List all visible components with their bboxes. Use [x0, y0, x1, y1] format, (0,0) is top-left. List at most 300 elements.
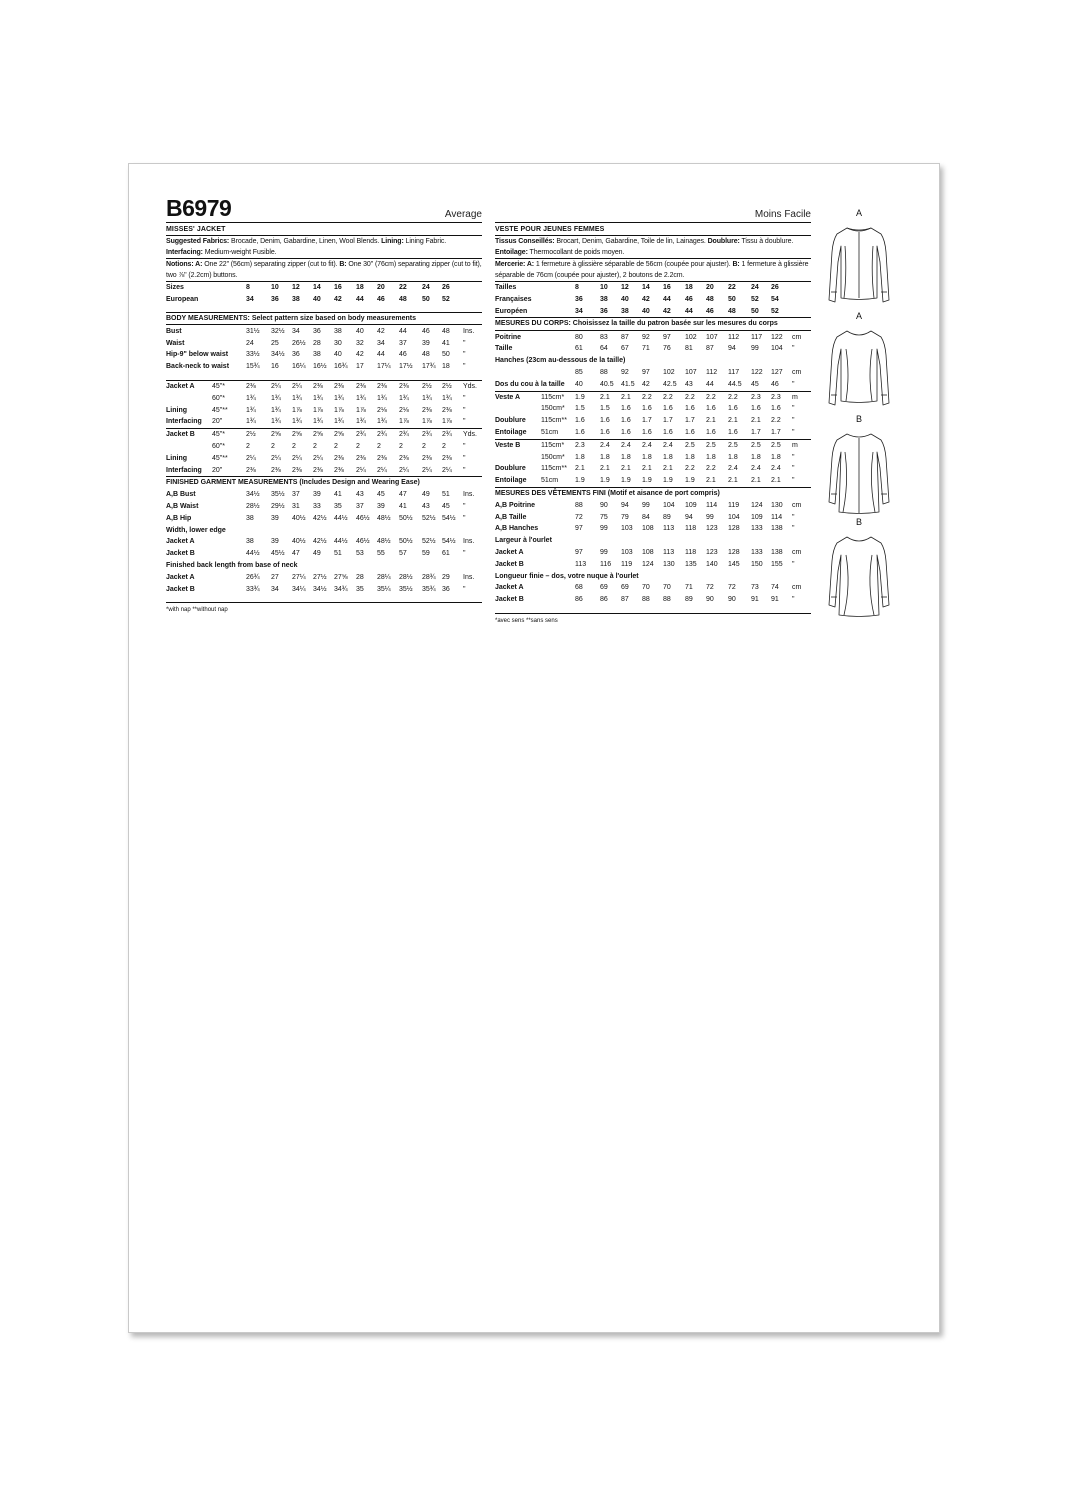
table-cell: 2: [246, 443, 250, 451]
table-cell: 124: [751, 501, 763, 509]
table-cell: 2⅜: [313, 383, 323, 391]
length-table-fr: [495, 582, 811, 606]
table-cell: 34¾: [334, 585, 348, 593]
view-label: A: [855, 208, 862, 218]
table-cell: 48½: [377, 514, 391, 522]
table-cell: 1.7: [751, 429, 761, 437]
table-cell: 33½: [246, 351, 260, 359]
row-label: Entoilage: [495, 429, 527, 437]
table-cell: 123: [706, 525, 718, 533]
table-cell: 50½: [399, 538, 413, 546]
table-cell: 2⅜: [442, 406, 452, 414]
row-unit: Yds.: [463, 383, 478, 391]
table-cell: 46: [706, 307, 714, 315]
row-label: Jacket B: [166, 585, 195, 593]
table-cell: 119: [621, 560, 633, 568]
table-cell: 8: [575, 284, 579, 291]
table-cell: 43: [422, 503, 430, 511]
table-cell: 64: [600, 345, 608, 353]
table-cell: 14: [313, 284, 321, 291]
table-cell: 155: [771, 560, 783, 568]
table-cell: 55: [377, 550, 385, 558]
table-cell: 2: [377, 443, 381, 451]
table-cell: 2½: [442, 383, 452, 391]
table-cell: 38: [334, 327, 342, 335]
finished-measurements-title: FINISHED GARMENT MEASUREMENTS (Includes Design and Wearing Ease): [166, 479, 420, 487]
table-cell: 1.6: [642, 429, 652, 437]
table-cell: 1⅞: [313, 406, 323, 414]
table-cell: 1⅞: [292, 406, 302, 414]
table-cell: 2.4: [600, 441, 610, 449]
table-cell: 2.1: [706, 477, 716, 485]
table-cell: 20: [706, 284, 714, 291]
table-cell: 1.6: [663, 405, 673, 413]
french-column: [495, 198, 811, 624]
body-measurements-title: BODY MEASUREMENTS: Select pattern size based on body measurements: [166, 313, 482, 326]
table-row: [166, 282, 482, 294]
table-cell: 1¾: [334, 418, 344, 426]
table-cell: 17¾: [422, 363, 436, 371]
table-cell: 45: [751, 380, 759, 388]
table-cell: 1.6: [621, 405, 631, 413]
table-cell: 88: [663, 596, 671, 604]
table-row: [495, 582, 811, 594]
header-en: [166, 195, 482, 223]
table-row: [166, 361, 482, 373]
view-thumbnail: [819, 517, 899, 620]
table-cell: 16: [334, 284, 342, 291]
notions-label: Notions: A:: [166, 261, 203, 268]
row-label: Jacket B: [166, 550, 195, 558]
table-cell: 1¾: [271, 418, 281, 426]
view-label: B: [855, 414, 862, 424]
table-cell: 42½: [313, 538, 327, 546]
notions-label-fr: Mercerie: A:: [495, 261, 534, 268]
table-cell: 2: [292, 443, 296, 451]
width-title: Width, lower edge: [166, 526, 226, 534]
size-table: [166, 282, 482, 306]
view-label: A: [855, 311, 862, 321]
difficulty-level: Average: [444, 209, 482, 220]
table-cell: 114: [706, 501, 718, 509]
table-cell: 38: [313, 351, 321, 359]
table-cell: 48: [399, 295, 407, 303]
table-cell: 40: [575, 380, 583, 388]
table-cell: 36: [600, 307, 608, 315]
table-cell: 2.2: [685, 465, 695, 473]
garment-title-fr: VESTE POUR JEUNES FEMMES: [495, 224, 811, 236]
table-cell: 84: [642, 513, 650, 521]
table-cell: 2¼: [377, 466, 387, 474]
table-cell: 2⅜: [422, 454, 432, 462]
table-cell: 43: [356, 491, 364, 499]
table-cell: 29: [442, 573, 450, 581]
table-cell: 50: [728, 295, 736, 303]
header-fr: [495, 198, 811, 223]
table-cell: 2¼: [442, 466, 452, 474]
table-row: [166, 548, 482, 560]
table-cell: 17½: [399, 363, 413, 371]
table-cell: 16½: [313, 363, 327, 371]
table-cell: 22: [728, 284, 736, 291]
view-label: B: [855, 517, 862, 527]
table-cell: 42: [642, 295, 650, 303]
row-width: 45"*: [212, 383, 225, 391]
table-cell: 2.5: [751, 441, 761, 449]
table-cell: 61: [575, 345, 583, 353]
row-unit: ": [463, 418, 466, 426]
length-title-fr: Longueur finie – dos, votre nuque à l'ourlet: [495, 572, 639, 580]
table-cell: 133: [751, 525, 763, 533]
table-cell: 46: [771, 380, 779, 388]
body-measurements-table-fr-2: [495, 367, 811, 391]
table-row: [495, 594, 811, 606]
row-label: Doublure: [495, 417, 526, 425]
table-cell: 2: [313, 443, 317, 451]
table-row: [166, 465, 482, 477]
notions-b-label-fr: B:: [732, 261, 740, 268]
table-cell: 2.4: [751, 465, 761, 473]
row-label: Jacket B: [166, 431, 195, 439]
table-cell: 45: [442, 503, 450, 511]
table-cell: 1.6: [600, 429, 610, 437]
table-cell: 36: [271, 295, 279, 303]
table-cell: 1.8: [706, 453, 716, 461]
row-unit: ": [792, 429, 795, 437]
table-cell: 1.6: [642, 405, 652, 413]
table-cell: 86: [600, 596, 608, 604]
table-cell: 35: [356, 585, 364, 593]
row-unit: Ins.: [463, 538, 475, 546]
row-width: 115cm*: [541, 393, 565, 401]
table-cell: 2.1: [621, 465, 631, 473]
table-cell: 2¾: [422, 431, 432, 439]
table-cell: 1¾: [271, 406, 281, 414]
table-row: [166, 326, 482, 338]
table-cell: 117: [751, 333, 763, 341]
row-unit: ": [463, 394, 466, 402]
row-unit: ": [463, 406, 466, 414]
table-cell: 34½: [246, 491, 260, 499]
yardage-a-table-fr: [495, 392, 811, 439]
table-cell: 34: [377, 339, 385, 347]
table-cell: 44: [399, 327, 407, 335]
table-cell: 92: [642, 333, 650, 341]
table-cell: 2¼: [292, 454, 302, 462]
table-cell: 2.1: [663, 465, 673, 473]
finished-measurements-title-fr: MESURES DES VÊTEMENTS FINI (Motif et aisance de port compris): [495, 490, 720, 498]
table-cell: 2.1: [600, 465, 610, 473]
table-cell: 35: [334, 503, 342, 511]
table-cell: 1⅞: [356, 406, 366, 414]
table-cell: 150: [751, 560, 763, 568]
table-cell: 1.6: [706, 405, 716, 413]
table-cell: 73: [751, 584, 759, 592]
table-cell: 36: [313, 327, 321, 335]
lining-text-fr: Tissu à doublure.: [739, 238, 794, 245]
table-cell: 32: [356, 339, 364, 347]
table-cell: 12: [621, 284, 629, 291]
table-cell: 97: [642, 369, 650, 377]
table-cell: 49: [313, 550, 321, 558]
table-cell: 87: [621, 333, 629, 341]
row-width: 45"*: [212, 431, 225, 439]
table-cell: 2½: [422, 383, 432, 391]
width-table-fr: [495, 547, 811, 571]
table-cell: 24: [422, 284, 430, 291]
table-cell: 2.4: [771, 465, 781, 473]
row-label: Jacket A: [166, 538, 195, 546]
table-row: [166, 416, 482, 428]
length-title: Finished back length from base of neck: [166, 562, 298, 570]
row-width: 51cm: [541, 429, 559, 437]
row-unit: ": [463, 466, 466, 474]
table-cell: 50½: [399, 514, 413, 522]
table-cell: 2.1: [751, 417, 761, 425]
table-row: [495, 367, 811, 379]
table-cell: 2⅜: [377, 454, 387, 462]
table-cell: 88: [575, 501, 583, 509]
row-unit: cm: [792, 369, 802, 377]
table-row: [495, 475, 811, 487]
table-cell: 2.2: [728, 393, 738, 401]
table-cell: 91: [771, 596, 779, 604]
table-cell: 1¾: [422, 394, 432, 402]
table-cell: 1.6: [728, 405, 738, 413]
table-cell: 44½: [334, 514, 348, 522]
table-cell: 35½: [271, 491, 285, 499]
table-cell: 2⅜: [271, 466, 281, 474]
table-cell: 2¾: [442, 431, 452, 439]
table-row: [166, 405, 482, 417]
notions-b-label: B:: [339, 261, 347, 268]
row-label: Jacket A: [495, 549, 524, 557]
table-cell: 68: [575, 584, 583, 592]
finished-table: [166, 489, 482, 524]
table-cell: 122: [771, 333, 783, 341]
table-row: [495, 427, 811, 439]
table-cell: 28¼: [377, 573, 391, 581]
table-cell: 79: [621, 513, 629, 521]
table-cell: 1.6: [663, 429, 673, 437]
table-cell: 1.8: [642, 453, 652, 461]
table-cell: 40: [334, 351, 342, 359]
table-cell: 27¼: [292, 573, 306, 581]
table-cell: 2.3: [771, 393, 781, 401]
table-cell: 14: [642, 284, 650, 291]
table-cell: 90: [706, 596, 714, 604]
lining-label: Lining:: [381, 238, 404, 245]
table-cell: 25: [271, 339, 279, 347]
row-unit: m: [792, 441, 798, 449]
table-cell: 99: [600, 549, 608, 557]
table-cell: 2½: [246, 431, 256, 439]
body-measurements-title-fr: MESURES DU CORPS: Choisissez la taille du patron basée sur les mesures du corps: [495, 318, 811, 331]
table-cell: 1.5: [575, 405, 585, 413]
table-cell: 42: [377, 327, 385, 335]
table-cell: 103: [621, 525, 633, 533]
table-cell: 91: [751, 596, 759, 604]
table-cell: 43: [685, 380, 693, 388]
table-cell: 1.8: [600, 453, 610, 461]
table-cell: 45½: [271, 550, 285, 558]
table-cell: 92: [621, 369, 629, 377]
table-cell: 35¾: [422, 585, 436, 593]
row-unit: Ins.: [463, 491, 475, 499]
table-cell: 49: [422, 491, 430, 499]
row-label: Lining: [166, 454, 187, 462]
table-cell: 44.5: [728, 380, 742, 388]
table-cell: 2⅛: [377, 406, 387, 414]
table-cell: 24: [246, 339, 254, 347]
notions-paragraph-fr: [495, 259, 811, 281]
table-cell: 90: [728, 596, 736, 604]
table-cell: 2⅜: [292, 466, 302, 474]
table-cell: 42½: [313, 514, 327, 522]
table-cell: 2⅝: [334, 431, 344, 439]
table-cell: 28½: [246, 503, 260, 511]
table-cell: 48: [442, 327, 450, 335]
table-cell: 2⅜: [399, 383, 409, 391]
row-label: Bust: [166, 327, 182, 335]
table-cell: 22: [399, 284, 407, 291]
table-cell: 44½: [334, 538, 348, 546]
table-cell: 48½: [377, 538, 391, 546]
row-unit: ": [792, 525, 795, 533]
jacket-a-front-icon: [825, 325, 893, 411]
table-cell: 41: [334, 491, 342, 499]
table-cell: 1.9: [642, 477, 652, 485]
row-label: Doublure: [495, 465, 526, 473]
table-cell: 38: [246, 538, 254, 546]
table-cell: 71: [685, 584, 693, 592]
table-cell: 1.6: [575, 429, 585, 437]
table-cell: 39: [313, 491, 321, 499]
table-cell: 1.9: [663, 477, 673, 485]
footnote-fr: *avec sens **sans sens: [495, 618, 558, 625]
table-cell: 109: [685, 501, 697, 509]
table-cell: 17¼: [377, 363, 391, 371]
table-cell: 2⅜: [356, 454, 366, 462]
table-cell: 128: [728, 525, 740, 533]
table-cell: 40: [642, 307, 650, 315]
table-row: [495, 332, 811, 344]
table-cell: 37: [292, 491, 300, 499]
table-cell: 32½: [271, 327, 285, 335]
table-cell: 44: [356, 295, 364, 303]
table-cell: 39: [271, 514, 279, 522]
table-cell: 35½: [399, 585, 413, 593]
row-label: Taille: [495, 345, 513, 353]
table-cell: 85: [575, 369, 583, 377]
table-cell: 1⅞: [399, 418, 409, 426]
table-cell: 37: [356, 503, 364, 511]
table-cell: 90: [600, 501, 608, 509]
table-cell: 40.5: [600, 380, 614, 388]
row-unit: ": [792, 417, 795, 425]
table-cell: 1¾: [271, 394, 281, 402]
table-cell: 27½: [313, 573, 327, 581]
row-label: Françaises: [495, 295, 532, 303]
table-cell: 46: [399, 351, 407, 359]
table-cell: 2.4: [663, 441, 673, 449]
table-cell: 52½: [422, 538, 436, 546]
table-cell: 38: [600, 295, 608, 303]
table-cell: 52: [771, 307, 779, 315]
pattern-code: B6979: [166, 195, 232, 221]
yardage-a-table: [166, 381, 482, 428]
row-width: 150cm*: [541, 453, 565, 461]
table-cell: 16: [271, 363, 279, 371]
table-cell: 2¼: [399, 466, 409, 474]
row-unit: cm: [792, 333, 802, 341]
table-cell: 87: [706, 345, 714, 353]
table-cell: 1.7: [663, 417, 673, 425]
table-cell: 2.1: [621, 393, 631, 401]
table-cell: 27⅝: [334, 573, 348, 581]
finished-table-fr: [495, 500, 811, 535]
table-cell: 50: [422, 295, 430, 303]
table-cell: 1.9: [685, 477, 695, 485]
table-cell: 46½: [356, 514, 370, 522]
table-cell: 2⅜: [334, 454, 344, 462]
table-cell: 40: [313, 295, 321, 303]
size-table-fr: [495, 282, 811, 317]
table-cell: 31½: [246, 327, 260, 335]
row-label: Jacket A: [166, 573, 195, 581]
table-row: [166, 489, 482, 501]
table-cell: 72: [728, 584, 736, 592]
table-cell: 2⅜: [334, 383, 344, 391]
table-cell: 2⅝: [313, 431, 323, 439]
table-cell: 42: [356, 351, 364, 359]
row-label: Sizes: [166, 284, 184, 291]
table-cell: 1¾: [399, 394, 409, 402]
table-cell: 59: [422, 550, 430, 558]
row-label: Poitrine: [495, 333, 522, 341]
table-cell: 34: [292, 327, 300, 335]
table-row: [166, 572, 482, 584]
table-cell: 34: [575, 307, 583, 315]
table-cell: 135: [685, 560, 697, 568]
table-cell: 40: [356, 327, 364, 335]
table-cell: 29½: [271, 503, 285, 511]
table-cell: 54½: [442, 538, 456, 546]
table-cell: 16: [663, 284, 671, 291]
table-row: [495, 523, 811, 535]
table-cell: 113: [663, 525, 675, 533]
table-cell: 1¾: [246, 394, 256, 402]
table-cell: 40½: [292, 514, 306, 522]
table-cell: 1.8: [771, 453, 781, 461]
table-cell: 50: [751, 307, 759, 315]
row-width: 60"*: [212, 394, 225, 402]
table-cell: 2¼: [313, 454, 323, 462]
table-cell: 16¼: [292, 363, 306, 371]
row-width: 45"**: [212, 406, 228, 414]
row-unit: ": [463, 363, 466, 371]
table-cell: 75: [600, 513, 608, 521]
table-cell: 102: [685, 333, 697, 341]
table-cell: 34½: [313, 585, 327, 593]
footnote: *with nap **without nap: [166, 607, 228, 614]
table-cell: 37: [399, 339, 407, 347]
yardage-b-table: [166, 429, 482, 476]
table-row: [495, 306, 811, 318]
row-unit: Ins.: [463, 573, 475, 581]
table-cell: 52½: [422, 514, 436, 522]
table-cell: 48: [422, 351, 430, 359]
